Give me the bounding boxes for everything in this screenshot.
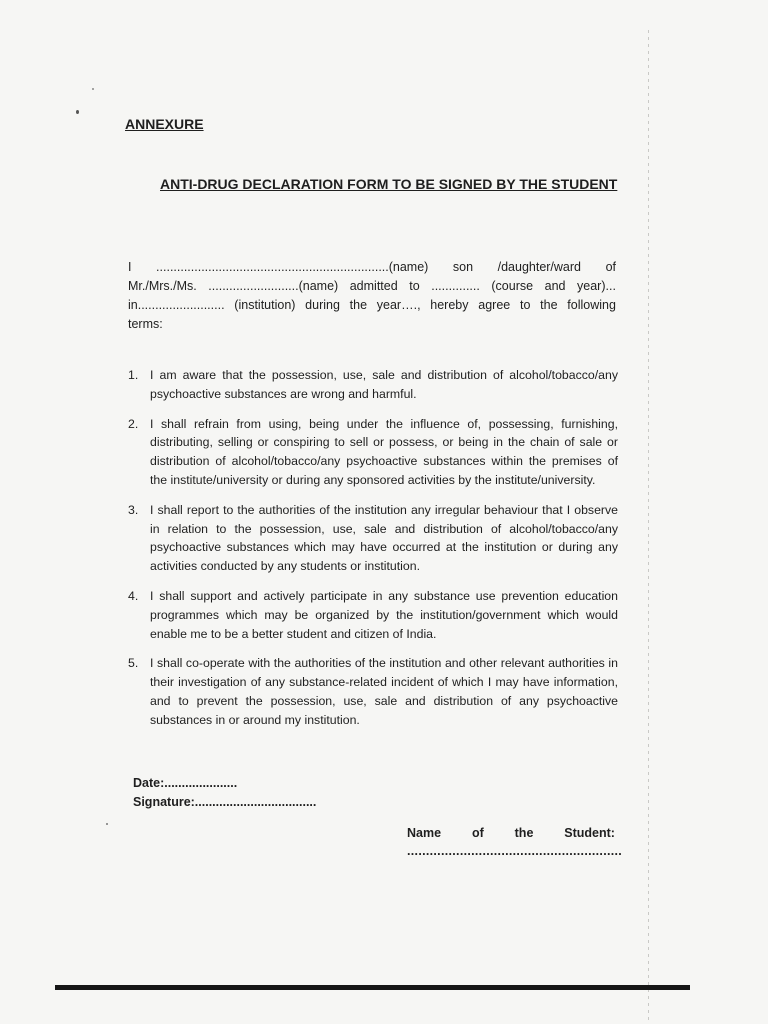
term-item (128, 654, 618, 729)
student-name-label: Name of the Student: (407, 826, 615, 840)
term-item (128, 415, 618, 490)
term-item (128, 366, 618, 404)
intro-paragraph (128, 258, 616, 334)
date-field: Date:..................... (133, 776, 238, 790)
student-name-blank: ......................................................... (407, 844, 623, 858)
form-title: ANTI-DRUG DECLARATION FORM TO BE SIGNED BY THE STUDENT (160, 176, 618, 192)
scan-speck (76, 110, 79, 114)
scan-speck (106, 823, 108, 825)
annexure-heading: ANNEXURE (125, 116, 204, 132)
scan-edge-line (648, 30, 649, 1020)
intro-line-3: in......................... (institution) during the year…., hereby agree to the following (128, 298, 616, 312)
signature-field: Signature:................................... (133, 795, 317, 809)
intro-line-4: terms: (128, 317, 163, 331)
intro-line-2: Mr./Mrs./Ms. ..........................(name) admitted to .............. (course and year)... (128, 279, 616, 293)
term-item (128, 587, 618, 643)
term-text: I shall co-operate with the authorities of the institution and other relevant authorities in their investigation of any substance-related incident of which I may have information, and to prevent the possession, use, sale and distribution of any psychoactive substances in or around my institution. (150, 656, 618, 727)
scan-speck (92, 88, 94, 90)
term-text: I shall support and actively participate in any substance use prevention education programmes which may be organized by the institution/government which would enable me to be a better student and citizen of India. (150, 588, 618, 641)
term-text: I am aware that the possession, use, sale and distribution of alcohol/tobacco/any psychoactive substances are wrong and harmful. (150, 368, 618, 401)
term-number: 5. (128, 656, 139, 671)
term-number: 3. (128, 502, 139, 517)
intro-line-1: I ...................................................................(name) son /daughter/ward of (128, 260, 616, 274)
term-number: 4. (128, 588, 139, 603)
term-number: 1. (128, 368, 139, 382)
term-text: I shall refrain from using, being under the influence of, possessing, furnishing, distributing, selling or conspiring to sell or possess, or being in the chain of sale or distribution of alcohol/tobacco/any psychoactive substances within the premises of the institute/university or during any sponsored activities by the institute/university. (150, 416, 618, 487)
terms-list (128, 366, 618, 730)
bottom-rule (55, 985, 690, 990)
term-number: 2. (128, 416, 139, 431)
term-item (128, 501, 618, 576)
term-text: I shall report to the authorities of the institution any irregular behaviour that I observe in relation to the possession, use, sale and distribution of alcohol/tobacco/any psychoactive substances which may have occurred at the institution or during any activities conducted by any students or institution. (150, 502, 618, 574)
